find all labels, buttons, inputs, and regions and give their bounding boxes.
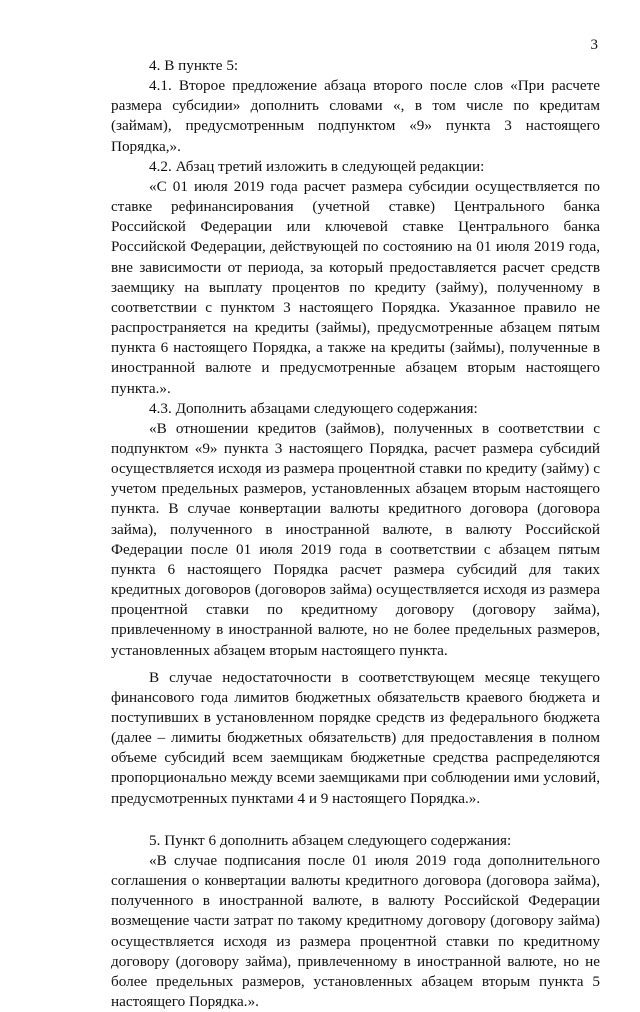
paragraph-item-4-1: 4.1. Второе предложение абзаца второго после слов «При расчете размера субсидии» дополнить словами «, в том числе по кредитам (займам), предусмотренным подпунктом «9» пункта 3 настоящего Порядка,». (111, 77, 600, 155)
paragraph-quoted-credits: «В отношении кредитов (займов), полученных в соответствии с подпунктом «9» пункта 3 настоящего Порядка, расчет размера субсидий осуществляется исходя из размера процентной ставки по кредиту (займу) с учетом предельных размеров, установленных абзацем вторым настоящего пункта. В случае конвертации валюты кредитного договора (договора займа), полученного в иностранной валюте, в валюту Российской Федерации после 01 июля 2019 года в соответствии с абзацем пятым пункта 6 настоящего Порядка расчет размера субсидий для таких кредитных договоров (договоров займа) осуществляется исходя из размера процентной ставки по кредитному договору (договору займа), привлеченному в иностранной валюте, но не более предельных размеров, установленных абзацем вторым настоящего пункта. (111, 419, 600, 659)
paragraph-quoted-conversion: «В случае подписания после 01 июля 2019 года дополнительного соглашения о конвертации валюты кредитного договора (договора займа), полученного в иностранной валюте, в валюту Российской Федерации возмещение части затрат по такому кредитному договору (договору займа) осуществляется исходя из размера процентной ставки по кредитному договору (договору займа), привлеченному в иностранной валюте, но не более предельных размеров, установленных абзацем вторым пункта 5 настоящего Порядка.». (111, 851, 600, 1011)
page-number: 3 (590, 37, 598, 53)
paragraph-quoted-new-text: «С 01 июля 2019 года расчет размера субсидии осуществляется по ставке рефинансирования (учетной ставке) Центрального банка Российской Федерации или ключевой ставке Центрального банка Российской Федерации, действующей по состоянию на 01 июля 2019 года, вне зависимости от периода, за который предоставляется расчет средств заемщику на выплату процентов по кредиту (займу), полученному в соответствии с пунктом 3 настоящего Порядка. Указанное правило не распространяется на кредиты (займы), предусмотренные абзацем пятым пункта 6 настоящего Порядка, а также на кредиты (займы), полученные в иностранной валюте и предусмотренные абзацем вторым настоящего пункта.». (111, 177, 600, 397)
paragraph-item-4-heading: 4. В пункте 5: (149, 57, 239, 74)
paragraph-item-4-2: 4.2. Абзац третий изложить в следующей редакции: (149, 157, 485, 175)
paragraph-quoted-budget-limits: В случае недостаточности в соответствующем месяце текущего финансового года лимитов бюджетных обязательств краевого бюджета и поступивших в установленном порядке средств из федерального бюджета (далее – лимиты бюджетных обязательств) для предоставления в полном объеме субсидий всем заемщикам бюджетные средства распределяются пропорционально между всеми заемщиками при соблюдении ими условий, предусмотренных пунктами 4 и 9 настоящего Порядка.». (111, 668, 600, 807)
paragraph-item-5: 5. Пункт 6 дополнить абзацем следующего содержания: (149, 831, 512, 849)
paragraph-item-4-3: 4.3. Дополнить абзацами следующего содержания: (149, 399, 478, 417)
